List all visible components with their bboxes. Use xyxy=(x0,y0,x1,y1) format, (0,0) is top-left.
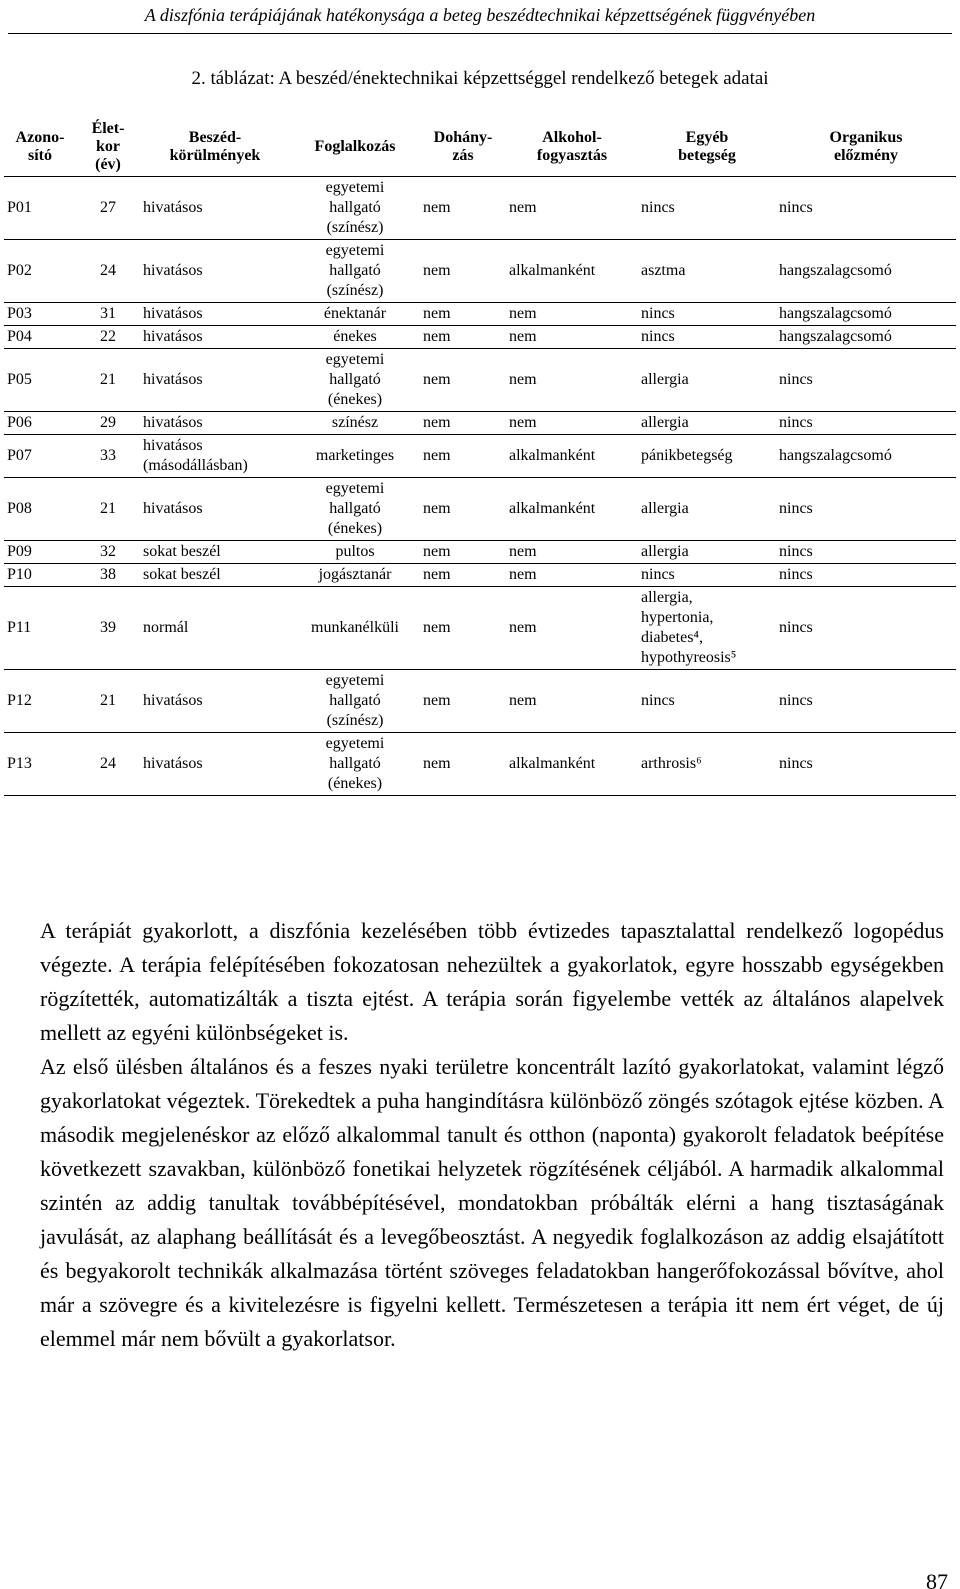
cell-illness: arthrosis⁶ xyxy=(638,733,776,796)
cell-occupation: énekes xyxy=(290,326,420,349)
cell-speech: sokat beszél xyxy=(140,541,290,564)
table-body xyxy=(4,177,956,796)
cell-id: P02 xyxy=(4,240,76,303)
table-row xyxy=(4,670,956,733)
cell-alcohol: alkalmanként xyxy=(506,733,638,796)
cell-id: P06 xyxy=(4,412,76,435)
cell-speech: hivatásos xyxy=(140,240,290,303)
cell-alcohol: nem xyxy=(506,303,638,326)
cell-smoking: nem xyxy=(420,587,506,670)
cell-organic: nincs xyxy=(776,587,956,670)
cell-smoking: nem xyxy=(420,478,506,541)
table-row xyxy=(4,435,956,478)
cell-speech: hivatásos xyxy=(140,670,290,733)
cell-illness: allergia, hypertonia, diabetes⁴, hypothyreosis⁵ xyxy=(638,587,776,670)
cell-speech: hivatásos xyxy=(140,303,290,326)
cell-age: 33 xyxy=(76,435,140,478)
cell-alcohol: nem xyxy=(506,326,638,349)
cell-speech: normál xyxy=(140,587,290,670)
paragraph-2: Az első ülésben általános és a feszes nyaki területre koncentrált lazító gyakorlatokat, valamint légző gyakorlatokat végeztek. Törekedtek a puha hangindításra különböző zöngés szótagok ejtése közben. A második megjelenéskor az előző alkalommal tanult és otthon (naponta) gyakorolt feladatok beépítése következett szavakban, különböző fonetikai helyzetek rögzítésének céljából. A harmadik alkalommal szintén az addig tanultak továbbépítésével, mondatokban próbálták elérni a hang tisztaságának javulását, az alaphang beállítását és a levegőbeosztást. A negyedik foglalkozáson az addig elsajátított és begyakorolt technikák alkalmazása történt szöveges feladatokban hangerőfokozással bővítve, ahol már a szövegre és a kivitelezésre is figyelni kellett. Természetesen a terápia itt nem ért véget, de új elemmel már nem bővült a gyakorlatsor. xyxy=(40,1054,944,1351)
cell-alcohol: nem xyxy=(506,177,638,240)
cell-occupation: énektanár xyxy=(290,303,420,326)
table-row xyxy=(4,733,956,796)
running-header: A diszfónia terápiájának hatékonysága a beteg beszédtechnikai képzettségének függvényében xyxy=(8,0,952,34)
cell-alcohol: nem xyxy=(506,412,638,435)
cell-organic: hangszalagcsomó xyxy=(776,240,956,303)
cell-smoking: nem xyxy=(420,733,506,796)
body-text xyxy=(40,914,944,1356)
cell-age: 31 xyxy=(76,303,140,326)
cell-id: P08 xyxy=(4,478,76,541)
cell-age: 22 xyxy=(76,326,140,349)
cell-alcohol: alkalmanként xyxy=(506,240,638,303)
cell-illness: allergia xyxy=(638,412,776,435)
cell-speech: hivatásos xyxy=(140,478,290,541)
cell-occupation: egyetemi hallgató (énekes) xyxy=(290,478,420,541)
cell-alcohol: nem xyxy=(506,564,638,587)
column-header: Dohány- zás xyxy=(420,118,506,177)
table-row xyxy=(4,478,956,541)
cell-age: 24 xyxy=(76,733,140,796)
table-row xyxy=(4,412,956,435)
cell-organic: hangszalagcsomó xyxy=(776,326,956,349)
cell-illness: nincs xyxy=(638,177,776,240)
cell-id: P10 xyxy=(4,564,76,587)
cell-alcohol: nem xyxy=(506,349,638,412)
table-row xyxy=(4,564,956,587)
cell-smoking: nem xyxy=(420,303,506,326)
column-header: Egyéb betegség xyxy=(638,118,776,177)
cell-occupation: egyetemi hallgató (énekes) xyxy=(290,733,420,796)
table-row xyxy=(4,326,956,349)
cell-smoking: nem xyxy=(420,541,506,564)
cell-illness: nincs xyxy=(638,670,776,733)
cell-occupation: marketinges xyxy=(290,435,420,478)
cell-smoking: nem xyxy=(420,412,506,435)
cell-illness: pánikbetegség xyxy=(638,435,776,478)
table-caption: 2. táblázat: A beszéd/énektechnikai képzettséggel rendelkező betegek adatai xyxy=(191,68,769,89)
cell-id: P07 xyxy=(4,435,76,478)
cell-id: P12 xyxy=(4,670,76,733)
cell-speech: hivatásos xyxy=(140,326,290,349)
cell-smoking: nem xyxy=(420,564,506,587)
column-header: Alkohol- fogyasztás xyxy=(506,118,638,177)
column-header: Beszéd- körülmények xyxy=(140,118,290,177)
cell-alcohol: nem xyxy=(506,587,638,670)
table-row xyxy=(4,349,956,412)
cell-smoking: nem xyxy=(420,349,506,412)
cell-age: 27 xyxy=(76,177,140,240)
cell-organic: nincs xyxy=(776,349,956,412)
cell-illness: nincs xyxy=(638,326,776,349)
cell-age: 32 xyxy=(76,541,140,564)
table-header-row xyxy=(4,118,956,177)
cell-speech: hivatásos xyxy=(140,177,290,240)
cell-smoking: nem xyxy=(420,326,506,349)
table-row xyxy=(4,541,956,564)
cell-occupation: egyetemi hallgató (színész) xyxy=(290,670,420,733)
table-row xyxy=(4,240,956,303)
column-header: Élet- kor (év) xyxy=(76,118,140,177)
cell-occupation: egyetemi hallgató (színész) xyxy=(290,240,420,303)
cell-smoking: nem xyxy=(420,670,506,733)
cell-occupation: egyetemi hallgató (színész) xyxy=(290,177,420,240)
cell-organic: nincs xyxy=(776,478,956,541)
cell-organic: nincs xyxy=(776,733,956,796)
column-header: Organikus előzmény xyxy=(776,118,956,177)
cell-speech: hivatásos (másodállásban) xyxy=(140,435,290,478)
cell-age: 21 xyxy=(76,478,140,541)
cell-speech: hivatásos xyxy=(140,733,290,796)
cell-occupation: egyetemi hallgató (énekes) xyxy=(290,349,420,412)
column-header: Foglalkozás xyxy=(290,118,420,177)
cell-speech: hivatásos xyxy=(140,412,290,435)
cell-id: P11 xyxy=(4,587,76,670)
cell-illness: asztma xyxy=(638,240,776,303)
cell-illness: allergia xyxy=(638,349,776,412)
cell-illness: nincs xyxy=(638,303,776,326)
column-header: Azono- sító xyxy=(4,118,76,177)
cell-occupation: pultos xyxy=(290,541,420,564)
cell-smoking: nem xyxy=(420,240,506,303)
cell-age: 21 xyxy=(76,670,140,733)
cell-age: 38 xyxy=(76,564,140,587)
cell-id: P13 xyxy=(4,733,76,796)
cell-occupation: színész xyxy=(290,412,420,435)
cell-speech: hivatásos xyxy=(140,349,290,412)
cell-occupation: jogásztanár xyxy=(290,564,420,587)
patient-data-table xyxy=(4,118,956,796)
cell-illness: allergia xyxy=(638,541,776,564)
table-row xyxy=(4,177,956,240)
cell-organic: hangszalagcsomó xyxy=(776,303,956,326)
cell-alcohol: nem xyxy=(506,670,638,733)
cell-id: P09 xyxy=(4,541,76,564)
cell-organic: nincs xyxy=(776,541,956,564)
cell-occupation: munkanélküli xyxy=(290,587,420,670)
cell-smoking: nem xyxy=(420,177,506,240)
cell-id: P01 xyxy=(4,177,76,240)
cell-alcohol: alkalmanként xyxy=(506,435,638,478)
cell-organic: nincs xyxy=(776,670,956,733)
cell-age: 39 xyxy=(76,587,140,670)
paragraph-1: A terápiát gyakorlott, a diszfónia kezelésében több évtizedes tapasztalattal rendelkező logopédus végezte. A terápia felépítésében fokozatosan nehezültek a gyakorlatok, egyre hosszabb egységekben rögzítették, automatizálták a tiszta ejtést. A terápia során figyelembe vették az általános alapelvek mellett az egyéni különbségeket is. xyxy=(40,918,944,1045)
cell-speech: sokat beszél xyxy=(140,564,290,587)
cell-id: P05 xyxy=(4,349,76,412)
cell-illness: nincs xyxy=(638,564,776,587)
cell-id: P04 xyxy=(4,326,76,349)
cell-alcohol: nem xyxy=(506,541,638,564)
cell-illness: allergia xyxy=(638,478,776,541)
cell-id: P03 xyxy=(4,303,76,326)
cell-alcohol: alkalmanként xyxy=(506,478,638,541)
cell-organic: nincs xyxy=(776,412,956,435)
cell-organic: hangszalagcsomó xyxy=(776,435,956,478)
cell-age: 24 xyxy=(76,240,140,303)
cell-organic: nincs xyxy=(776,177,956,240)
cell-smoking: nem xyxy=(420,435,506,478)
cell-age: 21 xyxy=(76,349,140,412)
table-row xyxy=(4,587,956,670)
cell-organic: nincs xyxy=(776,564,956,587)
page-number: 87 xyxy=(926,1569,948,1589)
table-row xyxy=(4,303,956,326)
cell-age: 29 xyxy=(76,412,140,435)
